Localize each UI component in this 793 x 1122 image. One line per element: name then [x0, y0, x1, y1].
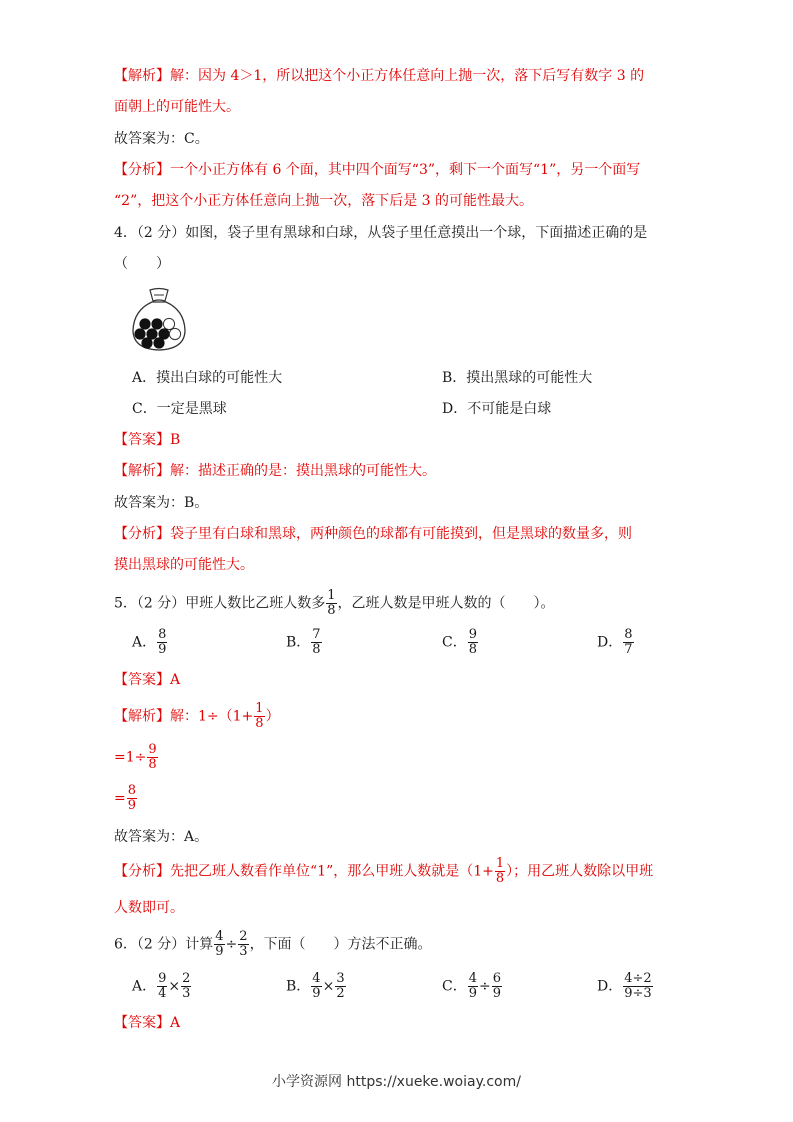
- analysis-tag: 【解析】: [114, 463, 170, 479]
- q4-option-b: B．摸出黑球的可能性大: [442, 370, 593, 386]
- q5-step2: = $\frac{8}{9}$: [114, 783, 137, 813]
- q4-option-d: D．不可能是白球: [442, 401, 552, 417]
- q4-stem-line2: （ ）: [114, 256, 170, 272]
- q5-stem-suffix: ，乙班人数是甲班人数的（ ）。: [337, 595, 555, 612]
- q5-stem-fraction: $\frac{1}{8}$: [327, 588, 336, 618]
- ball-bag-illustration: [128, 286, 190, 354]
- q4-answer: 【答案】B: [114, 432, 181, 448]
- analysis-text: 解：描述正确的是：摸出黑球的可能性大。: [170, 463, 436, 479]
- q5-summary-line1: 【分析】先把乙班人数看作单位“1”，那么甲班人数就是（1+ $\frac{1}{8}$ ）；用乙班人数除以甲班: [114, 856, 654, 886]
- q4-option-c: C．一定是黑球: [132, 401, 227, 417]
- q3-analysis-line2: 面朝上的可能性大。: [114, 99, 240, 115]
- q4-answer-line: 故答案为：B。: [114, 495, 209, 511]
- q4-summary-line1: [114, 524, 632, 544]
- q5-summary-line2: 人数即可。: [114, 900, 184, 916]
- q5-option-d: D． $\frac{8}{7}$: [597, 627, 633, 657]
- summary-tag: 【分析】: [114, 162, 170, 178]
- analysis-tag: 【解析】: [114, 68, 170, 84]
- q5-option-b: B． $\frac{7}{8}$: [286, 627, 321, 657]
- q3-summary-line2: “2”，把这个小正方体任意向上抛一次，落下后是 3 的可能性最大。: [114, 193, 534, 209]
- q5-stem-prefix: 5．（2 分）甲班人数比乙班人数多: [114, 595, 326, 612]
- analysis-text: 解：因为 4＞1，所以把这个小正方体任意向上抛一次，落下后写有数字 3 的: [170, 68, 645, 84]
- summary-tag: 【分析】: [114, 863, 170, 880]
- q6-stem: 6．（2 分）计算 $\frac{4}{9}$ ÷ $\frac{2}{3}$ ，下面（ ）方法不正确。: [114, 929, 432, 959]
- summary-text: 袋子里有白球和黑球，两种颜色的球都有可能摸到，但是黑球的数量多，则: [170, 526, 632, 542]
- q5-analysis: 【解析】解：1÷（1+ $\frac{1}{8}$ ）: [114, 701, 280, 731]
- q6-answer: 【答案】A: [114, 1015, 181, 1031]
- summary-text: 一个小正方体有 6 个面，其中四个面写“3”，剩下一个面写“1”，另一个面写: [170, 162, 641, 178]
- q5-answer: 【答案】A: [114, 672, 181, 688]
- q5-stem: [114, 589, 555, 618]
- q4-summary-line2: 摸出黑球的可能性大。: [114, 557, 254, 573]
- q5-answer-line: 故答案为：A。: [114, 829, 209, 845]
- q4-analysis: [114, 461, 436, 481]
- analysis-tag: 【解析】: [114, 708, 170, 725]
- q6-option-a: A． $\frac{9}{4}$ × $\frac{2}{3}$: [132, 971, 191, 1001]
- q5-option-c: C． $\frac{9}{8}$: [442, 627, 477, 657]
- summary-tag: 【分析】: [114, 526, 170, 542]
- q3-summary-line1: [114, 160, 640, 180]
- q5-step1: =1÷ $\frac{9}{8}$: [114, 742, 157, 772]
- q6-option-c: C． $\frac{4}{9}$ ÷ $\frac{6}{9}$: [442, 971, 502, 1001]
- q5-option-a: A． $\frac{8}{9}$: [132, 627, 167, 657]
- q3-answer-line: 故答案为：C。: [114, 131, 209, 147]
- q3-analysis-line1: [114, 66, 644, 86]
- q6-option-d: D． $\frac{4\div 2}{9\div 3}$: [597, 971, 652, 1001]
- q4-option-a: A．摸出白球的可能性大: [132, 370, 283, 386]
- footer-site-link[interactable]: 小学资源网 https://xueke.woiay.com/: [272, 1074, 521, 1090]
- q4-stem-line1: 4．（2 分）如图，袋子里有黑球和白球，从袋子里任意摸出一个球，下面描述正确的是: [114, 225, 648, 241]
- q6-option-b: B． $\frac{4}{9}$ × $\frac{3}{2}$: [286, 971, 345, 1001]
